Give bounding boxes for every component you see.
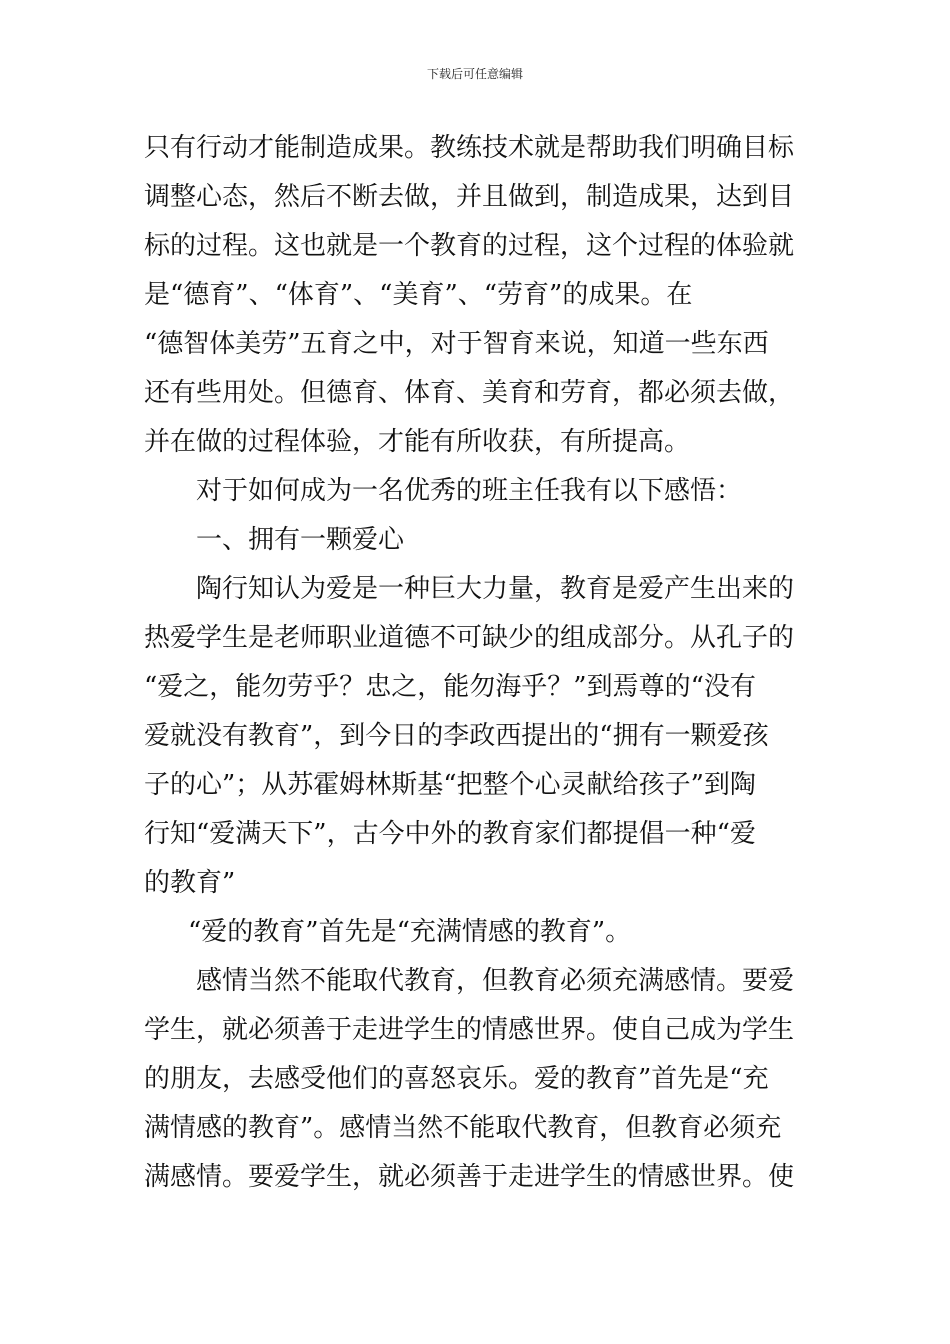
section-heading: 一、拥有一颗爱心 bbox=[196, 525, 405, 555]
text-line: 满情感的教育”。感情当然不能取代教育，但教育必须充 bbox=[144, 1113, 782, 1143]
text-line: 热爱学生是老师职业道德不可缺少的组成部分。从孔子的 bbox=[144, 623, 795, 653]
text-line: 爱就没有教育”，到今日的李政西提出的“拥有一颗爱孩 bbox=[144, 721, 769, 751]
text-line: “德智体美劳”五育之中，对于智育来说，知道一些东西 bbox=[144, 329, 769, 359]
text-line: 的朋友，去感受他们的喜怒哀乐。爱的教育”首先是“充 bbox=[144, 1064, 769, 1094]
text-line: 满感情。要爱学生，就必须善于走进学生的情感世界。使 bbox=[144, 1162, 795, 1192]
text-line: 的教育” bbox=[144, 868, 236, 898]
text-line: 行知“爱满天下”，古今中外的教育家们都提倡一种“爱 bbox=[144, 819, 756, 849]
text-line: 只有行动才能制造成果。教练技术就是帮助我们明确目标 bbox=[144, 133, 795, 163]
text-line: 陶行知认为爱是一种巨大力量，教育是爱产生出来的 bbox=[196, 574, 795, 604]
text-line: “爱之，能勿劳乎？忠之，能勿海乎？”到焉尊的“没有 bbox=[144, 672, 756, 702]
text-line: 调整心态，然后不断去做，并且做到，制造成果，达到目 bbox=[144, 182, 795, 212]
page-header: 下载后可任意编辑 bbox=[426, 67, 523, 81]
text-line: 对于如何成为一名优秀的班主任我有以下感悟： bbox=[196, 476, 743, 506]
text-line: 还有些用处。但德育、体育、美育和劳育，都必须去做， bbox=[144, 378, 795, 408]
text-line: 子的心”；从苏霍姆林斯基“把整个心灵献给孩子”到陶 bbox=[144, 770, 756, 800]
text-line: 感情当然不能取代教育，但教育必须充满感情。要爱 bbox=[196, 966, 795, 996]
text-line: 并在做的过程体验，才能有所收获，有所提高。 bbox=[144, 427, 691, 457]
text-line: “爱的教育”首先是“充满情感的教育”。 bbox=[188, 917, 632, 947]
document-body bbox=[144, 124, 812, 1202]
text-line: 是“德育”、“体育”、“美育”、“劳育”的成果。在 bbox=[144, 280, 693, 310]
text-line: 学生，就必须善于走进学生的情感世界。使自己成为学生 bbox=[144, 1015, 795, 1045]
text-line: 标的过程。这也就是一个教育的过程，这个过程的体验就 bbox=[144, 231, 795, 261]
